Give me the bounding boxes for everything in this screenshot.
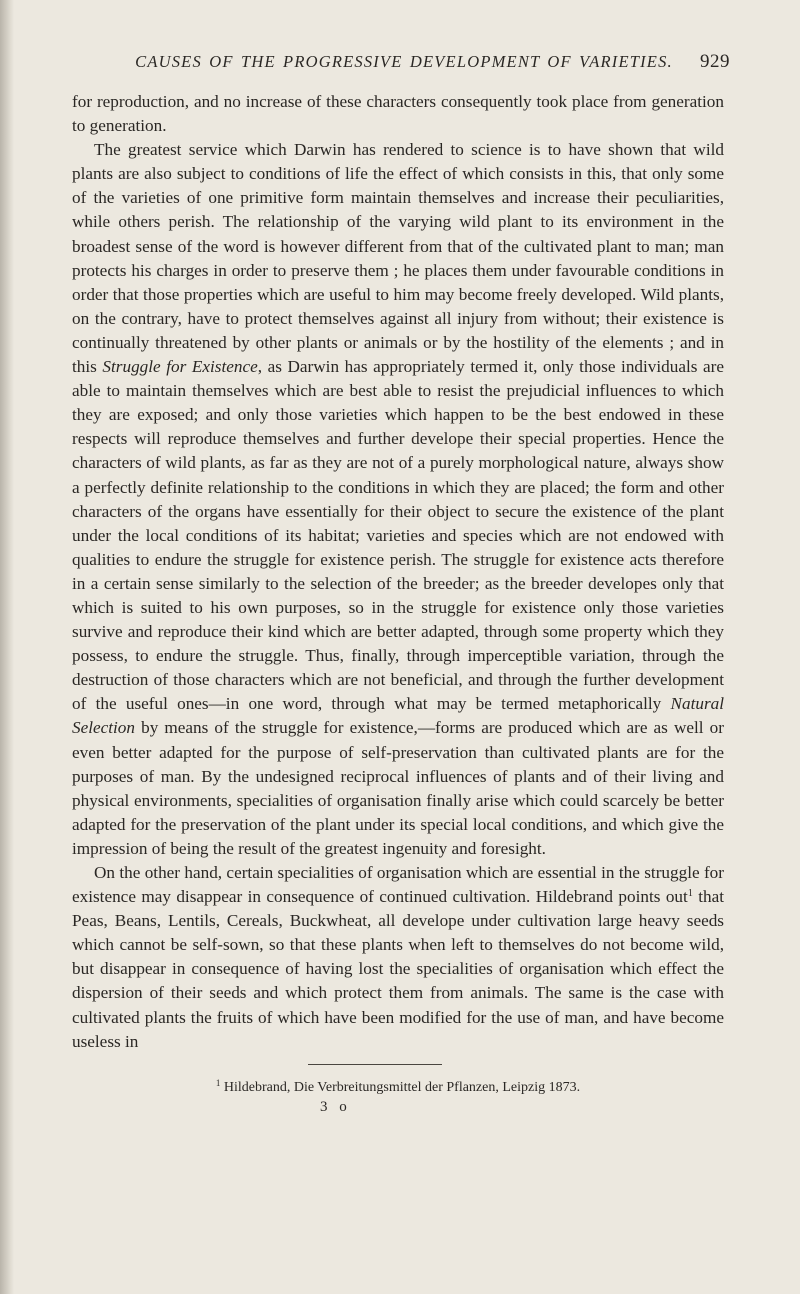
paragraph-text: for reproduction, and no increase of these characters consequently took place from generation to generation. xyxy=(72,92,724,136)
paragraph xyxy=(72,90,724,138)
running-head xyxy=(84,51,730,78)
footnote xyxy=(72,1079,724,1097)
page-number: 929 xyxy=(700,51,730,72)
body-text xyxy=(72,90,724,1054)
binding-shadow xyxy=(0,0,14,1294)
italic-term: Struggle for Existence xyxy=(102,357,258,377)
paragraph xyxy=(72,138,724,861)
footnote-text: Hildebrand, Die Verbreitungsmittel der Pflanzen, Leipzig 1873. xyxy=(223,1079,581,1095)
paragraph-text: On the other hand, certain specialities of organisation which are essential in the struggle for existence may disappear in consequence of continued cultivation. Hildebrand points out xyxy=(72,863,724,907)
paragraph-text: , as Darwin has appropriately termed it, only those individuals are able to maintain themselves which are best able to resist the prejudicial influences to which they are exposed; and only those varieties which happen to be the best endowed in these respects will reproduce themselves and further develope their special properties. Hence the characters of wild plants, as far as they are not of a purely morphological nature, always show a perfectly definite relationship to the conditions in which they are placed; the form and other characters of the organs have essentially for their object to secure the existence of the plant under the local conditions of its habitat; varieties and species which are not endowed with qualities to endure the struggle for existence perish. The struggle for existence acts therefore in a certain sense similarly to the selection of the breeder; as the breeder developes only that which is suited to his own purposes, so in the struggle for existence only those varieties survive and reproduce their kind which are better adapted, through some property which they possess, to endure the struggle. Thus, finally, through imperceptible variation, through the destruction of those characters which are not beneficial, and through the further development of the useful ones—in one word, through what may be termed metaphorically xyxy=(72,357,724,714)
signature-mark: 3 o xyxy=(320,1098,351,1115)
italic-term: Natural Selection xyxy=(72,694,724,738)
paragraph-text: The greatest service which Darwin has rendered to science is to have shown that wild plants are also subject to conditions of life the effect of which consists in this, that only some of the varieties of one primitive form maintain themselves and increase their peculiarities, while others perish. The relationship of the varying wild plant to its environment in the broadest sense of the word is however different from that of the cultivated plant to man; man protects his charges in order to preserve them ; he places them under favourable conditions in order that those properties which are useful to him may become freely developed. Wild plants, on the contrary, have to protect themselves against all injury from without; their existence is continually threatened by other plants or animals or by the hostility of the elements ; and in this xyxy=(72,140,724,377)
paragraph-text: by means of the struggle for existence,—forms are produced which are as well or even better adapted for the purpose of self-preservation than cultivated plants are for the purposes of man. By the undesigned reciprocal influences of plants and of their living and physical environments, specialities of organisation finally arise which could scarcely be better adapted for the preservation of the plant under its special local conditions, and which give the impression of being the result of the greatest ingenuity and foresight. xyxy=(72,718,724,858)
book-page xyxy=(72,51,730,1116)
paragraph xyxy=(72,861,724,1054)
running-title: CAUSES OF THE PROGRESSIVE DEVELOPMENT OF VARIETIES. xyxy=(135,52,673,71)
footnote-marker: 1 xyxy=(215,1077,221,1088)
footnote-ref: 1 xyxy=(687,888,693,900)
paragraph-text: that Peas, Beans, Lentils, Cereals, Buckwheat, all develope under cultivation large heavy seeds which cannot be self-sown, so that these plants when left to themselves do not become wild, but disappear in consequence of having lost the specialities of organisation which effect the dispersion of their seeds and which protect them from animals. The same is the case with cultivated plants the fruits of which have been modified for the use of man, and have become useless in xyxy=(72,887,724,1051)
footnote-rule xyxy=(308,1064,442,1065)
